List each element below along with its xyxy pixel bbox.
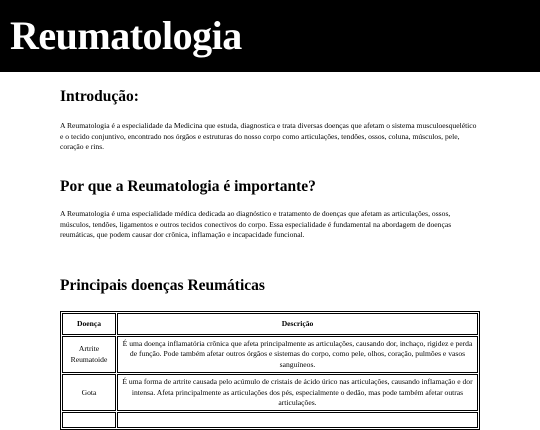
section-text-introduction: A Reumatologia é a especialidade da Medicina que estuda, diagnostica e trata diversas doenças que afetam o sistema musculoesquelético e o tecido conjuntivo, encontrado nos órgãos e estruturas do nosso corpo como articulações, tendões, ossos, coluna, músculos, pele, coração e rins. xyxy=(60,121,477,152)
page-header xyxy=(0,0,540,72)
table-header-row xyxy=(62,313,478,335)
table-cell-disease: Gota xyxy=(62,374,116,411)
diseases-table xyxy=(60,311,480,430)
section-heading-importance: Por que a Reumatologia é importante? xyxy=(60,178,316,195)
page-title: Reumatologia xyxy=(10,13,242,58)
table-cell-disease: Artrite Reumatoide xyxy=(62,336,116,373)
table-cell-disease xyxy=(62,412,116,428)
section-heading-introduction: Introdução: xyxy=(60,88,139,105)
table-row xyxy=(62,412,478,428)
table-header-description: Descrição xyxy=(117,313,478,335)
table-cell-description: É uma doença inflamatória crônica que afeta principalmente as articulações, causando dor, inchaço, rigidez e perda de função. Pode também afetar outros órgãos e sistemas do corpo, como pele, olhos, coração, pulmões e vasos sanguíneos. xyxy=(117,336,478,373)
table-row xyxy=(62,374,478,411)
table-row xyxy=(62,336,478,373)
table-cell-description xyxy=(117,412,478,428)
table-header-disease: Doença xyxy=(62,313,116,335)
section-text-importance: A Reumatologia é uma especialidade médica dedicada ao diagnóstico e tratamento de doenças que afetam as articulações, ossos, músculos, tendões, ligamentos e outros tecidos conectivos do corpo. Essa especialidade é fundamental na abordagem de doenças reumáticas, que podem causar dor crônica, inflamação e incapacidade funcional. xyxy=(60,209,452,240)
table-cell-description: É uma forma de artrite causada pelo acúmulo de cristais de ácido úrico nas articulações, causando inflamação e dor intensa. Afeta principalmente as articulações dos pés, especialmente o dedão, mas pode também afetar outras articulações. xyxy=(117,374,478,411)
section-heading-diseases: Principais doenças Reumáticas xyxy=(60,277,265,294)
